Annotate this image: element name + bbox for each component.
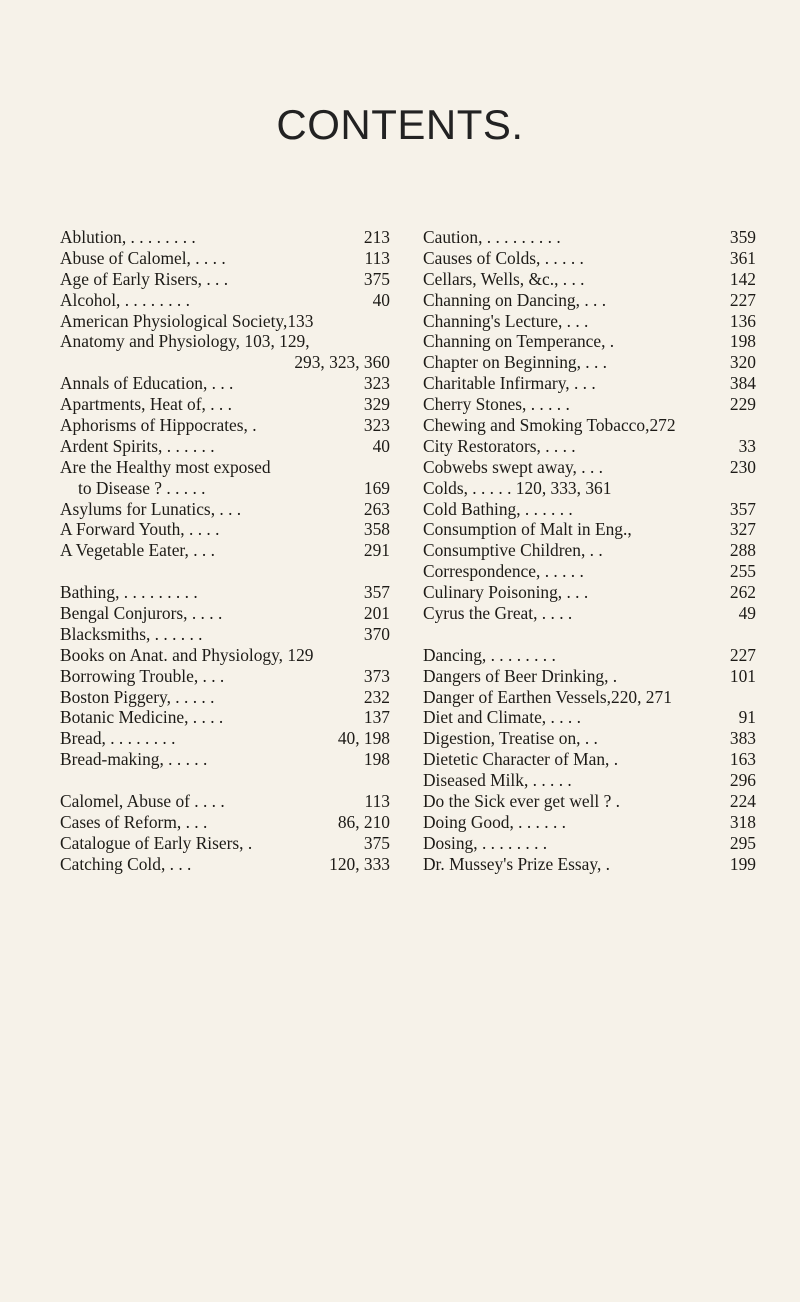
- index-entry: [423, 269, 756, 290]
- index-entry-text: Dancing, . . . . . . . .: [423, 644, 556, 665]
- index-entry: [60, 687, 390, 708]
- index-entry-text: Channing on Dancing, . . .: [423, 289, 607, 310]
- index-entry-page: 320: [729, 352, 756, 373]
- index-entry: [423, 854, 756, 875]
- index-entry-text: Age of Early Risers, . . .: [60, 268, 229, 289]
- index-entry-text: Anatomy and Physiology, 103, 129,: [60, 331, 310, 352]
- index-entry-page: 262: [729, 582, 756, 603]
- index-entry: [423, 791, 756, 812]
- index-entry: [423, 582, 756, 603]
- index-entry-text: Danger of Earthen Vessels,220, 271: [423, 686, 672, 707]
- index-entry-page: 40: [372, 435, 390, 456]
- index-entry-page: 229: [729, 394, 756, 415]
- index-entry-text: Bathing, . . . . . . . . .: [60, 582, 198, 603]
- index-entry-text: Asylums for Lunatics, . . .: [60, 498, 242, 519]
- index-entry: [423, 687, 756, 708]
- index-column-right: [423, 227, 756, 875]
- index-entry-page: 101: [729, 665, 756, 686]
- index-entry-text: Cherry Stones, . . . . .: [423, 394, 570, 415]
- index-entry: [60, 645, 390, 666]
- index-entry-page: 375: [363, 268, 390, 289]
- index-entry-text: Dangers of Beer Drinking, .: [423, 665, 618, 686]
- index-entry-text: Dr. Mussey's Prize Essay, .: [423, 853, 611, 874]
- index-entry-text: Doing Good, . . . . . .: [423, 811, 566, 832]
- index-entry: [60, 791, 390, 812]
- index-entry-text: Diet and Climate, . . . .: [423, 707, 581, 728]
- index-entry-text: Aphorisms of Hippocrates, .: [60, 415, 257, 436]
- index-entry: [423, 457, 756, 478]
- index-entry-text: Correspondence, . . . . .: [423, 561, 584, 582]
- index-entry-page: 373: [363, 665, 390, 686]
- index-entry-page: 255: [729, 561, 756, 582]
- index-entry-text: Abuse of Calomel, . . . .: [60, 247, 226, 268]
- index-entry-page: 113: [364, 247, 390, 268]
- index-entry-page: 113: [364, 791, 390, 812]
- index-entry: [423, 833, 756, 854]
- index-entry-page: 213: [363, 227, 390, 247]
- index-entry: [423, 519, 756, 540]
- index-entry-page: 227: [729, 289, 756, 310]
- index-entry-text: American Physiological Society,133: [60, 310, 314, 331]
- index-entry: [423, 311, 756, 332]
- index-entry: [60, 624, 390, 645]
- index-entry-text: Consumptive Children, . .: [423, 540, 603, 561]
- section-gap: [60, 770, 390, 791]
- index-entry-page: 136: [729, 310, 756, 331]
- index-entry: [423, 436, 756, 457]
- index-entry-text: Boston Piggery, . . . . .: [60, 686, 215, 707]
- index-entry: [423, 540, 756, 561]
- index-entry-text: Do the Sick ever get well ? .: [423, 791, 621, 812]
- index-entry-text: Borrowing Trouble, . . .: [60, 665, 225, 686]
- index-entry: [423, 478, 756, 499]
- index-entry: [423, 331, 756, 352]
- index-entry: [423, 645, 756, 666]
- index-entry: [60, 833, 390, 854]
- index-entry-text: Consumption of Malt in Eng.,: [423, 519, 632, 540]
- index-entry-text: Ablution, . . . . . . . .: [60, 227, 196, 247]
- index-entry-text: Causes of Colds, . . . . .: [423, 247, 584, 268]
- index-entry: [423, 561, 756, 582]
- index-entry-page: 40, 198: [337, 728, 390, 749]
- index-entry-page: 40: [372, 289, 390, 310]
- index-entry-text: Channing's Lecture, . . .: [423, 310, 589, 331]
- index-entry-text: Digestion, Treatise on, . .: [423, 728, 598, 749]
- index-entry: [60, 519, 390, 540]
- index-entry-page: 288: [729, 540, 756, 561]
- index-entry: [423, 707, 756, 728]
- index-entry-text: Alcohol, . . . . . . . .: [60, 289, 190, 310]
- index-entry: [60, 749, 390, 770]
- index-entry-text: Annals of Education, . . .: [60, 373, 234, 394]
- index-entry-text: 293, 323, 360: [294, 352, 390, 373]
- index-entry-text: Diseased Milk, . . . . .: [423, 770, 572, 791]
- index-entry: [60, 728, 390, 749]
- index-entry-page: 120, 333: [329, 853, 390, 874]
- index-entry: [60, 290, 390, 311]
- index-entry-page: 375: [363, 832, 390, 853]
- index-entry: [60, 499, 390, 520]
- index-entry-page: 224: [729, 791, 756, 812]
- index-entry: [423, 248, 756, 269]
- index-entry: [60, 707, 390, 728]
- index-entry: [423, 728, 756, 749]
- index-entry: [423, 352, 756, 373]
- index-entry-text: A Vegetable Eater, . . .: [60, 540, 215, 561]
- index-entry-page: 361: [729, 247, 756, 268]
- index-entry: [423, 812, 756, 833]
- index-entry: [423, 603, 756, 624]
- index-entry: [60, 394, 390, 415]
- index-entry-text: Apartments, Heat of, . . .: [60, 394, 232, 415]
- section-gap: [60, 561, 390, 582]
- index-entry: [60, 666, 390, 687]
- index-entry-page: 291: [363, 540, 390, 561]
- index-entry-page: 199: [729, 853, 756, 874]
- index-entry: [60, 582, 390, 603]
- index-entry-text: Are the Healthy most exposed: [60, 456, 271, 477]
- index-entry-text: Blacksmiths, . . . . . .: [60, 623, 203, 644]
- index-entry-page: 323: [363, 415, 390, 436]
- index-entry-text: Catching Cold, . . .: [60, 853, 192, 874]
- index-entry-page: 86, 210: [337, 811, 390, 832]
- index-entry-text: Bread-making, . . . . .: [60, 749, 208, 770]
- index-entry-text: Colds, . . . . . 120, 333, 361: [423, 477, 612, 498]
- index-entry-page: 49: [738, 603, 756, 624]
- index-entry: [60, 478, 390, 499]
- index-entry: [60, 812, 390, 833]
- index-entry-text: Bengal Conjurors, . . . .: [60, 603, 223, 624]
- index-entry-page: 137: [363, 707, 390, 728]
- index-entry-text: Charitable Infirmary, . . .: [423, 373, 596, 394]
- index-entry-text: Channing on Temperance, .: [423, 331, 615, 352]
- index-entry-page: 295: [729, 832, 756, 853]
- index-entry-text: City Restorators, . . . .: [423, 435, 576, 456]
- index-entry-text: Cyrus the Great, . . . .: [423, 603, 573, 624]
- index-entry: [60, 854, 390, 875]
- index-entry: [423, 373, 756, 394]
- index-entry-text: Bread, . . . . . . . .: [60, 728, 176, 749]
- index-entry-text: Catalogue of Early Risers, .: [60, 832, 253, 853]
- index-entry-text: Caution, . . . . . . . . .: [423, 227, 561, 247]
- index-entry: [423, 415, 756, 436]
- index-entry-page: 142: [729, 268, 756, 289]
- index-entry: [60, 540, 390, 561]
- index-entry: [60, 248, 390, 269]
- index-column-left: [60, 227, 390, 875]
- index-entry-page: 263: [363, 498, 390, 519]
- index-entry: [60, 269, 390, 290]
- page-title: CONTENTS.: [276, 101, 524, 148]
- index-entry-text: Ardent Spirits, . . . . . .: [60, 435, 215, 456]
- index-entry-page: 230: [729, 456, 756, 477]
- index-entry-page: 357: [729, 498, 756, 519]
- index-entry: [423, 666, 756, 687]
- index-entry-page: 327: [729, 519, 756, 540]
- index-entry-page: 169: [363, 477, 390, 498]
- index-entry-text: Cold Bathing, . . . . . .: [423, 498, 573, 519]
- index-entry-page: 370: [363, 623, 390, 644]
- index-entry-page: 329: [363, 394, 390, 415]
- index-entry-page: 384: [729, 373, 756, 394]
- index-entry-page: 359: [729, 227, 756, 247]
- section-gap: [423, 624, 756, 645]
- index-entry-page: 318: [729, 811, 756, 832]
- index-entry-text: Cases of Reform, . . .: [60, 811, 208, 832]
- index-entry-page: 198: [363, 749, 390, 770]
- index-entry: [60, 373, 390, 394]
- index-entry-text: Calomel, Abuse of . . . .: [60, 791, 225, 812]
- index-entry-text: Cobwebs swept away, . . .: [423, 456, 603, 477]
- index-entry-text: to Disease ? . . . . .: [78, 477, 206, 498]
- index-entry-text: Dosing, . . . . . . . .: [423, 832, 548, 853]
- index-entry-page: 227: [729, 644, 756, 665]
- index-entry: [423, 499, 756, 520]
- index-entry-page: 358: [363, 519, 390, 540]
- index-entry-page: 296: [729, 770, 756, 791]
- index-entry-text: Cellars, Wells, &c., . . .: [423, 268, 585, 289]
- index-entry: [60, 415, 390, 436]
- index-entry: [423, 227, 756, 248]
- index-entry-page: 383: [729, 728, 756, 749]
- index-entry-text: Culinary Poisoning, . . .: [423, 582, 589, 603]
- index-entry: [423, 749, 756, 770]
- index-entry: [423, 290, 756, 311]
- index-entry: [60, 603, 390, 624]
- index-entry-page: 323: [363, 373, 390, 394]
- index-entry-page: 33: [738, 435, 756, 456]
- index-entry: [60, 331, 390, 352]
- index-entry: [60, 227, 390, 248]
- index-entry-page: 163: [729, 749, 756, 770]
- index-entry-page: 201: [363, 603, 390, 624]
- index-entry-text: Botanic Medicine, . . . .: [60, 707, 224, 728]
- index-entry: [60, 311, 390, 332]
- index-entry-text: Chapter on Beginning, . . .: [423, 352, 608, 373]
- index-entry: [60, 436, 390, 457]
- index-entry: [423, 394, 756, 415]
- index-entry-page: 357: [363, 582, 390, 603]
- index-entry-text: Chewing and Smoking Tobacco,272: [423, 415, 676, 436]
- index-entry-text: A Forward Youth, . . . .: [60, 519, 220, 540]
- index-entry-page: 198: [729, 331, 756, 352]
- index-entry-page: 91: [738, 707, 756, 728]
- index-entry-page: 232: [363, 686, 390, 707]
- index-entry: [423, 770, 756, 791]
- index-entry-text: Books on Anat. and Physiology, 129: [60, 644, 314, 665]
- index-entry-text: Dietetic Character of Man, .: [423, 749, 619, 770]
- index-entry: [60, 457, 390, 478]
- index-entry: [60, 352, 390, 373]
